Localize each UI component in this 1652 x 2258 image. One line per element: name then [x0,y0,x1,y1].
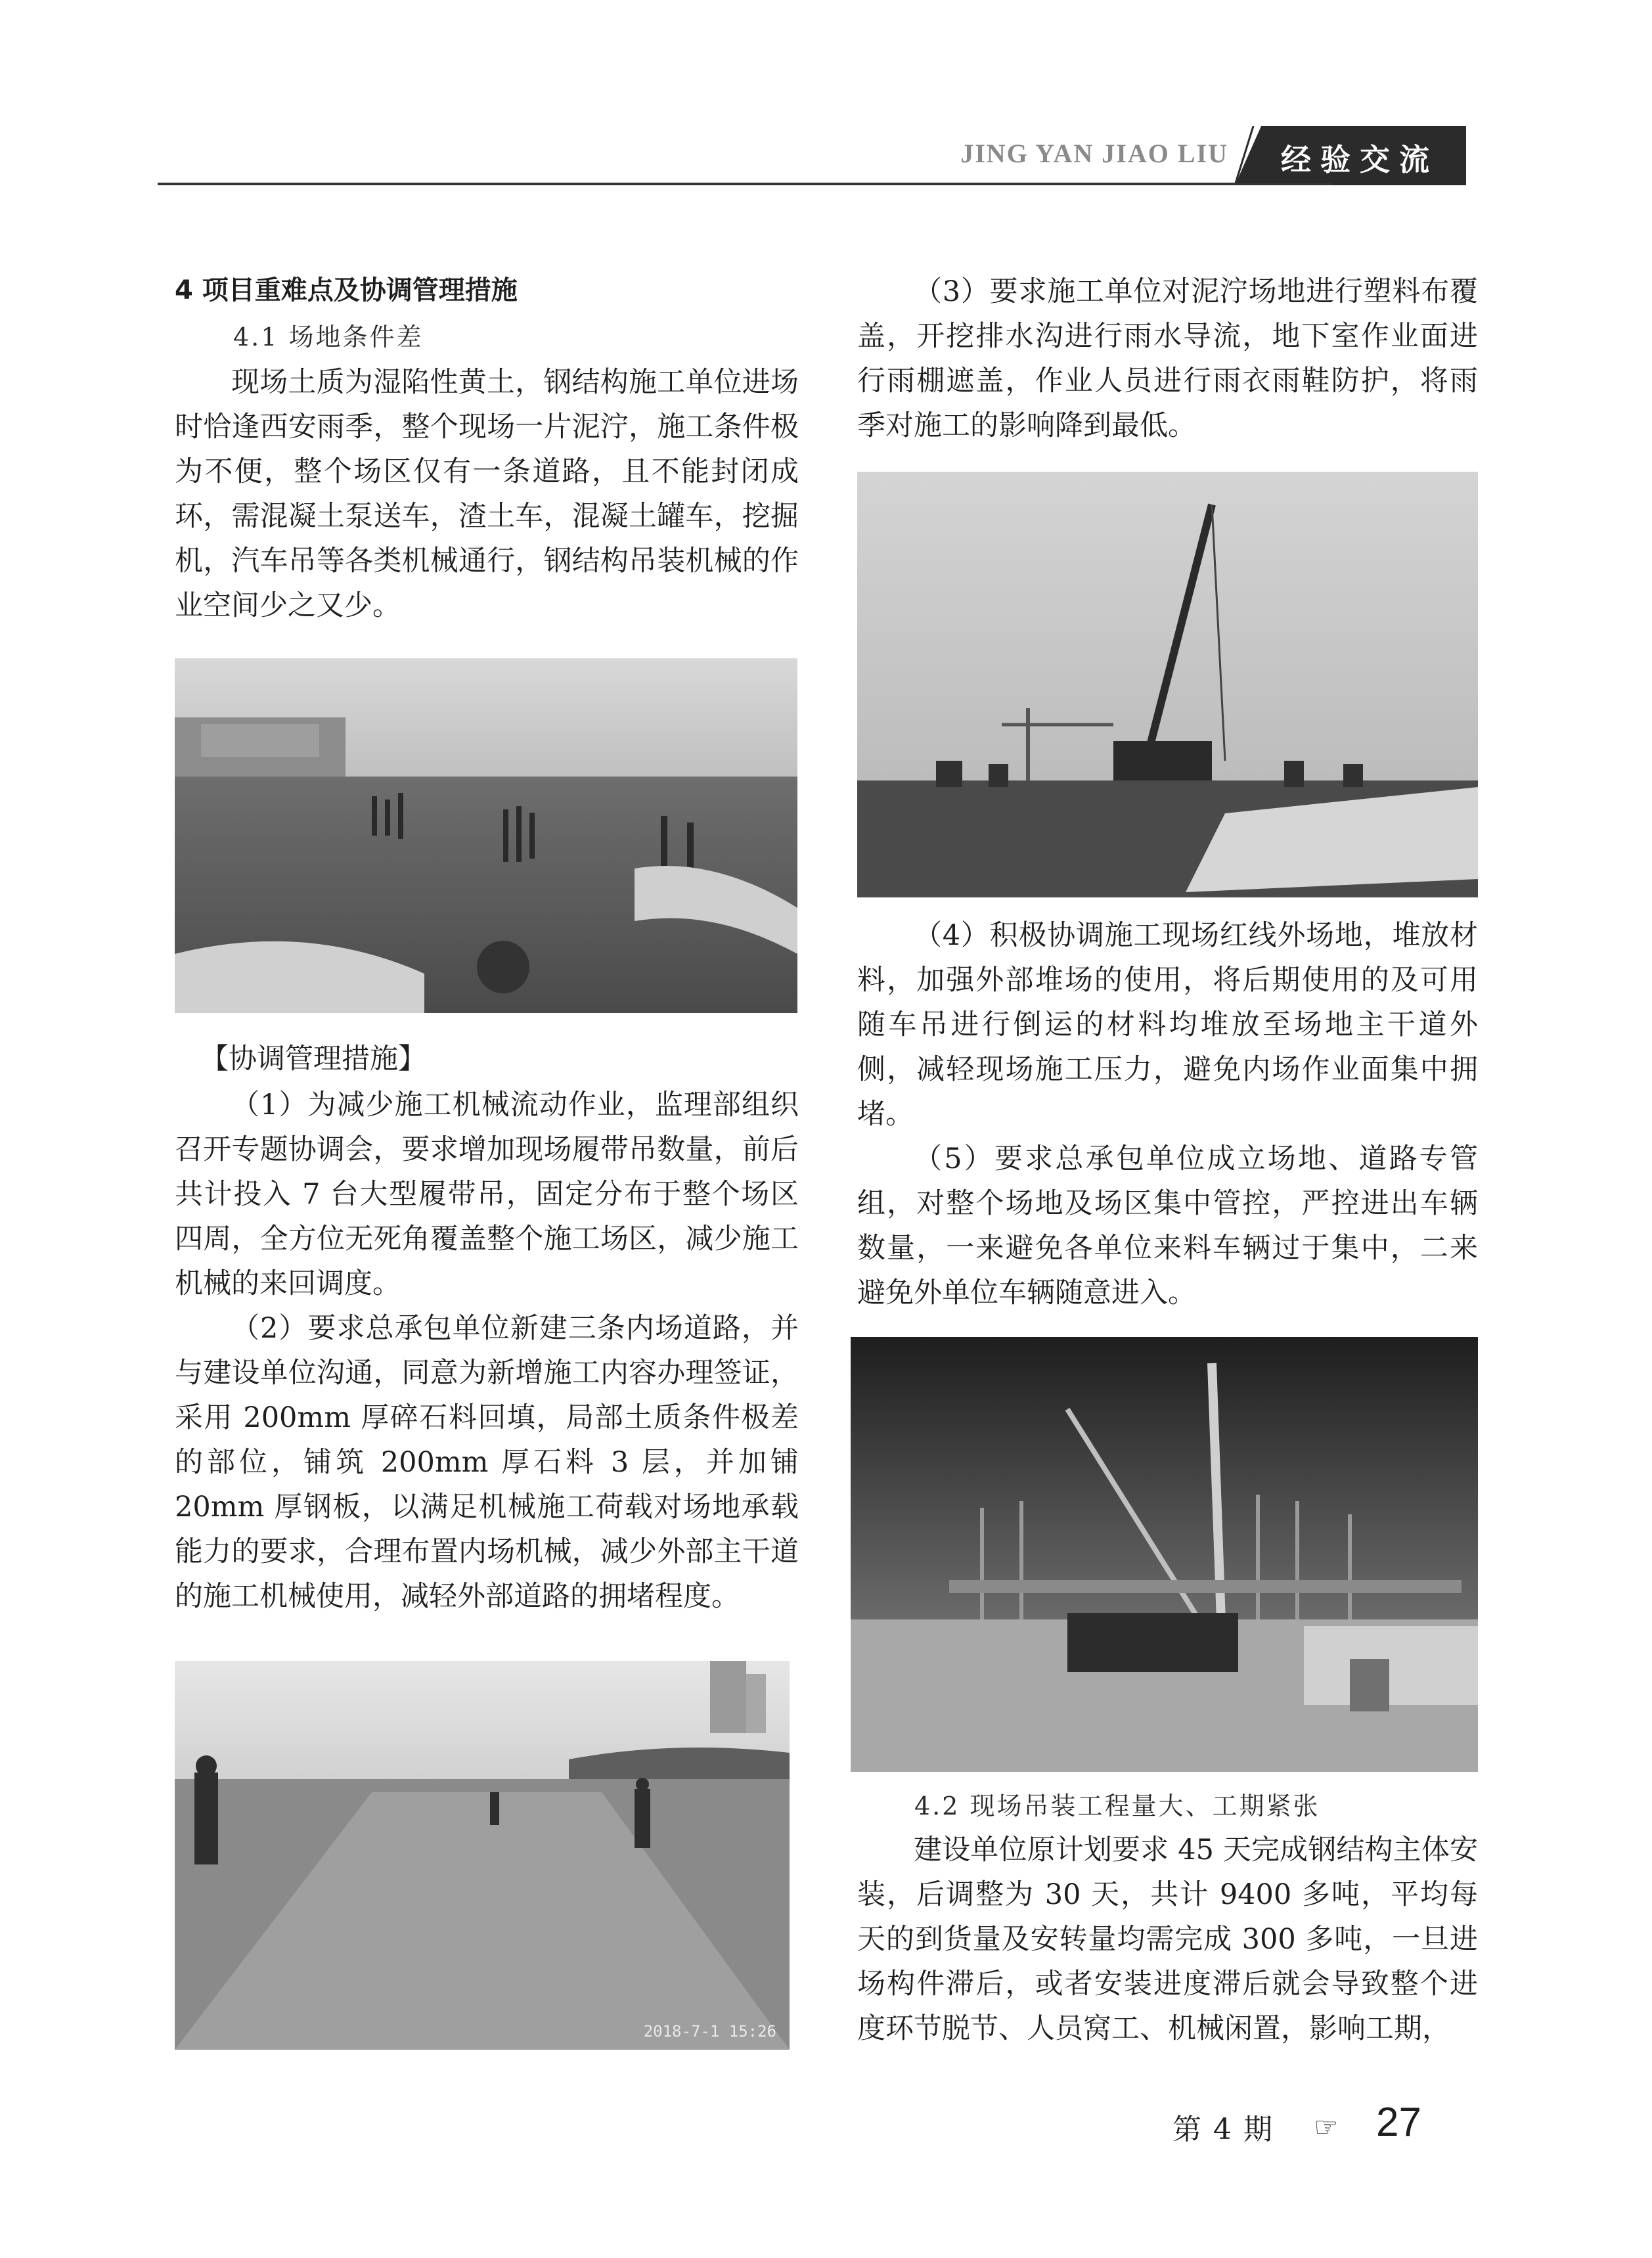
photo-crawler-crane [857,472,1478,897]
measures-label: 【协调管理措施】 [200,1043,426,1075]
subsection-title-4-2: 4.2 现场吊装工程量大、工期紧张 [914,1792,1320,1820]
photo-gravel-road [175,1661,790,2050]
header-rule [158,183,1333,185]
measures-right [857,913,1478,1315]
measure-5: （5）要求总承包单位成立场地、道路专管组，对整个场地及场区集中管控，严控进出车辆数量，一来避免各单位来料车辆过于集中，二来避免外单位车辆随意进入。 [857,1142,1478,1309]
measure-3-block [857,269,1478,448]
photo-muddy-site [175,658,797,1013]
measure-1: （1）为减少施工机械流动作业，监理部组织召开专题协调会，要求增加现场履带吊数量，前后共计投入 7 台大型履带吊，固定分布于整个场区四周，全方位无死角覆盖整个施工场区，减少施工机械的来回调度。 [175,1089,799,1300]
column-name: 经验交流 [1281,142,1439,177]
paragraph-schedule [857,1828,1478,2051]
page-footer [1172,2100,1448,2152]
photo-timestamp: 2018-7-1 15:26 [643,2022,776,2041]
measure-2: （2）要求总承包单位新建三条内场道路，并与建设单位沟通，同意为新增施工内容办理签证，采用 200mm 厚碎石料回填，局部土质条件极差的部位，铺筑 200mm 厚石料 3 层，并加铺 20mm 厚钢板，以满足机械施工荷载对场地承载能力的要求，合理布置内场机械，减少外部主干道的施工机械使用，减轻外部道路的拥堵程度。 [175,1312,799,1613]
measures-left [175,1083,799,1619]
measure-4: （4）积极协调施工现场红线外场地，堆放材料，加强外部堆场的使用，将后期使用的及可用随车吊进行倒运的材料均堆放至场地主干道外侧，减轻现场施工压力，避免内场作业面集中拥堵。 [857,919,1478,1131]
paragraph-site-conditions [175,360,799,628]
schedule-text: 建设单位原计划要求 45 天完成钢结构主体安装，后调整为 30 天，共计 9400 多吨，平均每天的到货量及安转量均需完成 300 多吨，一旦进场构件滞后，或者安装进度滞后就会导致整个进度环节脱节、人员窝工、机械闲置，影响工期， [857,1834,1478,2045]
section-title: 4 项目重难点及协调管理措施 [175,275,518,305]
issue-number: 第 4 期 [1172,2113,1274,2146]
pointing-hand-icon: ☞ [1314,2111,1339,2143]
subsection-title-4-1: 4.1 场地条件差 [233,323,424,351]
photo-steel-erection [851,1337,1478,1772]
measure-3: （3）要求施工单位对泥泞场地进行塑料布覆盖，开挖排水沟进行雨水导流，地下室作业面进行雨棚遮盖，作业人员进行雨衣雨鞋防护，将雨季对施工的影响降到最低。 [857,275,1478,442]
site-conditions-text: 现场土质为湿陷性黄土，钢结构施工单位进场时恰逢西安雨季，整个现场一片泥泞，施工条件极为不便，整个场区仅有一条道路，且不能封闭成环，需混凝土泵送车，渣土车，混凝土罐车，挖掘机，汽车吊等各类机械通行，钢结构吊装机械的作业空间少之又少。 [175,366,799,622]
header-pinyin: JING YAN JIAO LIU [960,139,1228,168]
page-number: 27 [1376,2100,1421,2145]
